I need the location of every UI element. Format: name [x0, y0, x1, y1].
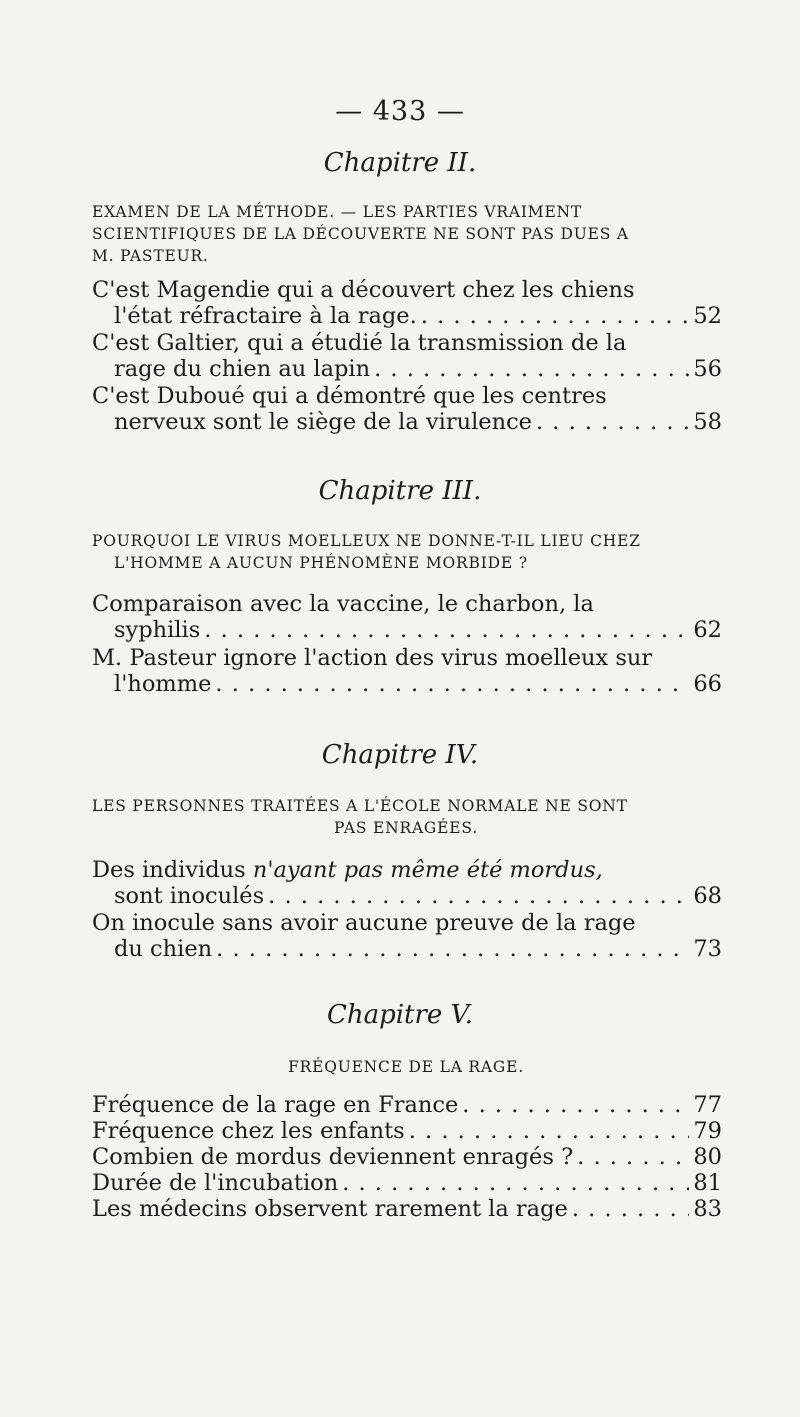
chapter-heading: Chapitre V. [326, 1000, 474, 1030]
entry-text: Fréquence de la rage en France [92, 1092, 459, 1118]
subtitle-line: L'HOMME A AUCUN PHÉNOMÈNE MORBIDE ? [114, 554, 528, 572]
entry-page-number: 56 [693, 356, 722, 382]
chapter-heading: Chapitre IV. [321, 740, 479, 770]
chapter-subtitle [92, 530, 720, 574]
toc-entry [92, 591, 722, 643]
subtitle-line: SCIENTIFIQUES DE LA DÉCOUVERTE NE SONT PAS DUES A [92, 225, 629, 243]
dot-leader [215, 671, 689, 697]
entry-text: l'homme [114, 671, 212, 697]
entry-text: sont inoculés [114, 883, 265, 909]
toc-entry [92, 857, 722, 909]
toc-entry [92, 1118, 722, 1144]
entry-page-number: 52 [693, 303, 722, 329]
dot-leader [462, 1092, 689, 1118]
toc-list [92, 1092, 722, 1222]
chapter-heading: Chapitre III. [318, 476, 482, 506]
subtitle-line: LES PERSONNES TRAITÉES A L'ÉCOLE NORMALE NE SONT [92, 797, 628, 815]
entry-text: rage du chien au lapin [114, 356, 371, 382]
toc-entry [92, 1144, 722, 1170]
dot-leader [572, 1196, 690, 1222]
entry-page-number: 80 [693, 1144, 722, 1170]
dot-leader [409, 1118, 690, 1144]
entry-page-number: 68 [693, 883, 722, 909]
entry-text: Durée de l'incubation [92, 1170, 339, 1196]
entry-text: On inocule sans avoir aucune preuve de la rage [92, 910, 636, 936]
page-number: — 433 — [335, 96, 465, 127]
toc-entry [92, 645, 722, 697]
chapter-subtitle [92, 1056, 720, 1078]
toc-entry [92, 1092, 722, 1118]
entry-text: C'est Galtier, qui a étudié la transmission de la [92, 330, 627, 356]
entry-text: C'est Duboué qui a démontré que les centres [92, 383, 607, 409]
entry-text: Des individus [92, 857, 253, 883]
entry-text: du chien [114, 936, 213, 962]
dot-leader [421, 303, 690, 329]
entry-page-number: 62 [693, 617, 722, 643]
chapter-heading: Chapitre II. [323, 148, 477, 178]
subtitle-line: POURQUOI LE VIRUS MOELLEUX NE DONNE-T-IL LIEU CHEZ [92, 532, 641, 550]
entry-text: syphilis [114, 617, 201, 643]
toc-entry [92, 383, 722, 435]
entry-text: Combien de mordus deviennent enragés ? [92, 1144, 574, 1170]
entry-page-number: 73 [693, 936, 722, 962]
dot-leader [268, 883, 689, 909]
toc-entry [92, 1196, 722, 1222]
toc-entry [92, 910, 722, 962]
entry-page-number: 83 [693, 1196, 722, 1222]
dot-leader [374, 356, 689, 382]
entry-text: Fréquence chez les enfants [92, 1118, 405, 1144]
dot-leader [577, 1144, 689, 1170]
entry-page-number: 81 [693, 1170, 722, 1196]
toc-entry [92, 1170, 722, 1196]
entry-page-number: 77 [693, 1092, 722, 1118]
dot-leader [204, 617, 689, 643]
entry-text: l'état réfractaire à la rage. [114, 303, 417, 329]
entry-page-number: 58 [693, 409, 722, 435]
entry-text: nerveux sont le siège de la virulence [114, 409, 532, 435]
dot-leader [216, 936, 689, 962]
toc-entry [92, 330, 722, 382]
entry-text: M. Pasteur ignore l'action des virus moelleux sur [92, 645, 653, 671]
subtitle-line: FRÉQUENCE DE LA RAGE. [288, 1058, 524, 1076]
entry-page-number: 66 [693, 671, 722, 697]
entry-text: C'est Magendie qui a découvert chez les chiens [92, 277, 635, 303]
dot-leader [342, 1170, 689, 1196]
entry-text-italic: n'ayant pas même été mordus, [252, 857, 603, 883]
toc-entry [92, 277, 722, 329]
entry-text: Les médecins observent rarement la rage [92, 1196, 568, 1222]
subtitle-line: PAS ENRAGÉES. [334, 819, 478, 837]
subtitle-line: EXAMEN DE LA MÉTHODE. — LES PARTIES VRAIMENT [92, 203, 583, 221]
subtitle-line: M. PASTEUR. [92, 247, 209, 265]
entry-page-number: 79 [693, 1118, 722, 1144]
chapter-subtitle [92, 201, 720, 267]
entry-text: Comparaison avec la vaccine, le charbon, la [92, 591, 594, 617]
chapter-subtitle [92, 795, 720, 839]
dot-leader [536, 409, 689, 435]
